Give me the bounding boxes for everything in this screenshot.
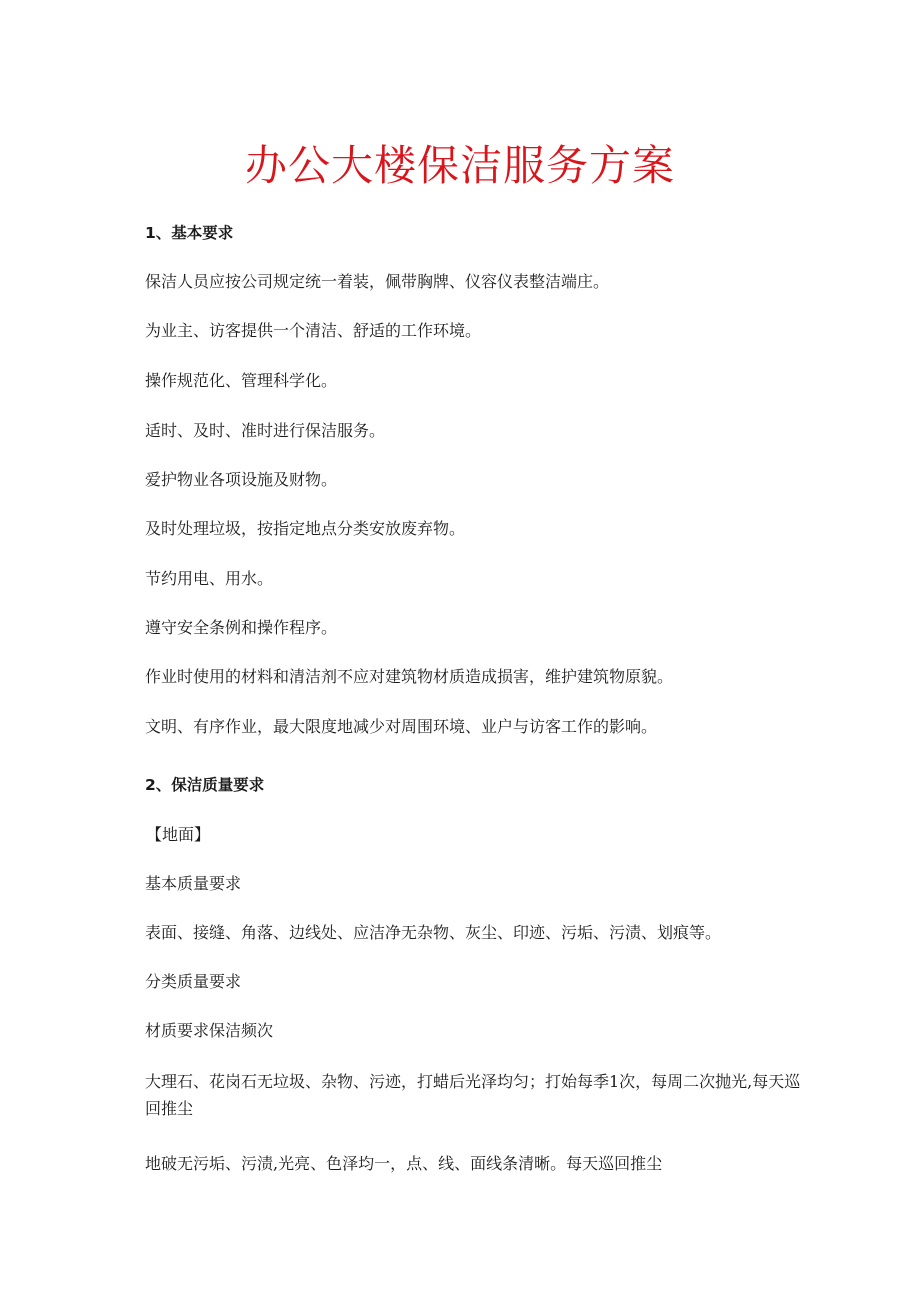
basic-quality-label: 基本质量要求	[145, 874, 242, 893]
document-title: 办公大楼保洁服务方案	[244, 141, 675, 190]
requirement-item: 遵守安全条例和操作程序。	[145, 618, 338, 637]
floor-tile-requirement-text: 地破无污垢、污渍,光亮、色泽均一，点、线、面线条清晰。每天巡回推尘	[145, 1154, 663, 1173]
requirement-item: 操作规范化、管理科学化。	[145, 371, 338, 390]
requirement-item: 文明、有序作业，最大限度地减少对周围环境、业户与访客工作的影响。	[145, 717, 658, 736]
requirement-item: 爱护物业各项设施及财物。	[145, 470, 338, 489]
requirement-item: 保洁人员应按公司规定统一着装，佩带胸牌、仪容仪表整洁端庄。	[145, 272, 610, 291]
category-quality-label: 分类质量要求	[145, 972, 242, 991]
floor-subheading: 【地面】	[146, 825, 211, 844]
marble-requirement-text: 大理石、花岗石无垃圾、杂物、污迹，打蜡后光泽均匀；打始每季1次，每周二次抛光,每天巡回推尘	[145, 1072, 801, 1118]
requirement-item: 及时处理垃圾，按指定地点分类安放废弃物。	[145, 519, 466, 538]
requirement-item: 为业主、访客提供一个清洁、舒适的工作环境。	[145, 321, 482, 340]
requirement-item: 作业时使用的材料和清洁剂不应对建筑物材质造成损害，维护建筑物原貌。	[145, 667, 674, 686]
requirement-item: 节约用电、用水。	[145, 569, 274, 588]
requirement-item: 适时、及时、准时进行保洁服务。	[145, 421, 386, 440]
section-1-heading: 1、基本要求	[145, 224, 234, 242]
table-header-text: 材质要求保洁频次	[145, 1021, 274, 1040]
basic-quality-text: 表面、接缝、角落、边线处、应洁净无杂物、灰尘、印迹、污垢、污渍、划痕等。	[145, 923, 722, 942]
section-2-heading: 2、保洁质量要求	[145, 776, 265, 794]
